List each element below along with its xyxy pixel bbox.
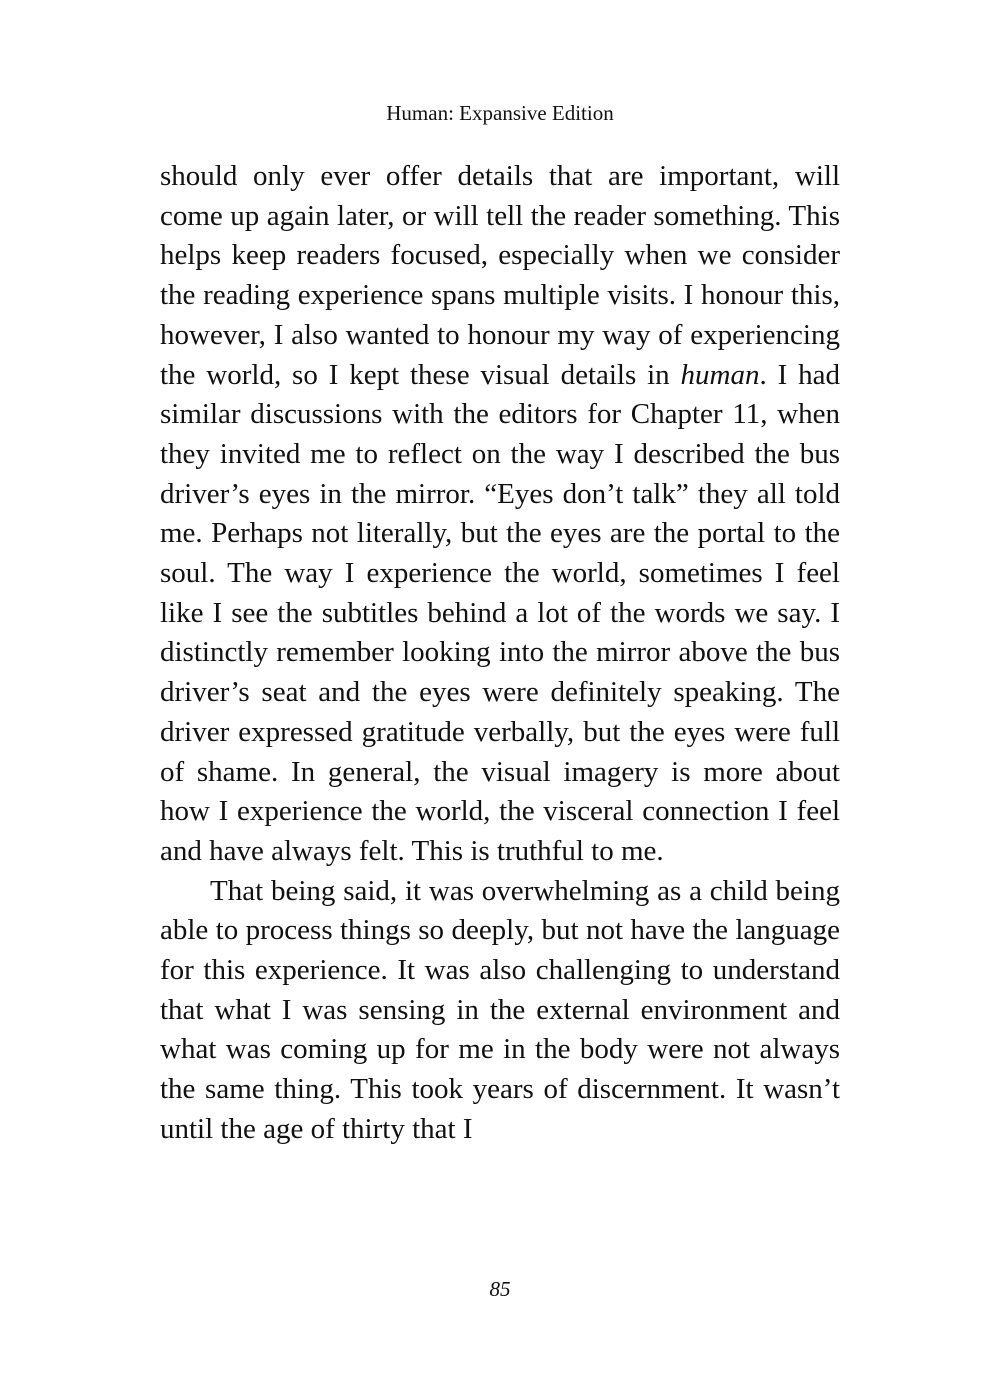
paragraph-1-part-1: should only ever offer details that are important, will come up again later, or will tell the reader something. This helps keep readers focused, especially when we consider the reading experience spans multiple visits. I honour this, however, I also wanted to honour my way of experiencing the world, so I kept these visual details in [160, 160, 840, 391]
paragraph-1 [160, 157, 840, 872]
running-header: Human: Expansive Edition [386, 101, 614, 125]
page-number: 85 [489, 1277, 511, 1301]
paragraph-1-emphasis: human [680, 358, 760, 391]
body-text [160, 157, 840, 1150]
paragraph-2: That being said, it was overwhelming as a child being able to process things so deeply, but not have the language for this experience. It was also challenging to understand that what I was sensing in the external environment and what was coming up for me in the body were not always the same thing. This took years of discernment. It wasn’t until the age of thirty that I [160, 874, 840, 1145]
paragraph-1-part-2: . I had similar discussions with the editors for Chapter 11, when they invited me to reflect on the way I described the bus driver’s eyes in the mirror. “Eyes don’t talk” they all told me. Perhaps not literally, but the eyes are the portal to the soul. The way I experience the world, sometimes I feel like I see the subtitles behind a lot of the words we say. I distinctly remember looking into the mirror above the bus driver’s seat and the eyes were definitely speaking. The driver expressed gratitude verbally, but the eyes were full of shame. In general, the visual imagery is more about how I experience the world, the visceral connection I feel and have always felt. This is truthful to me. [160, 358, 840, 867]
